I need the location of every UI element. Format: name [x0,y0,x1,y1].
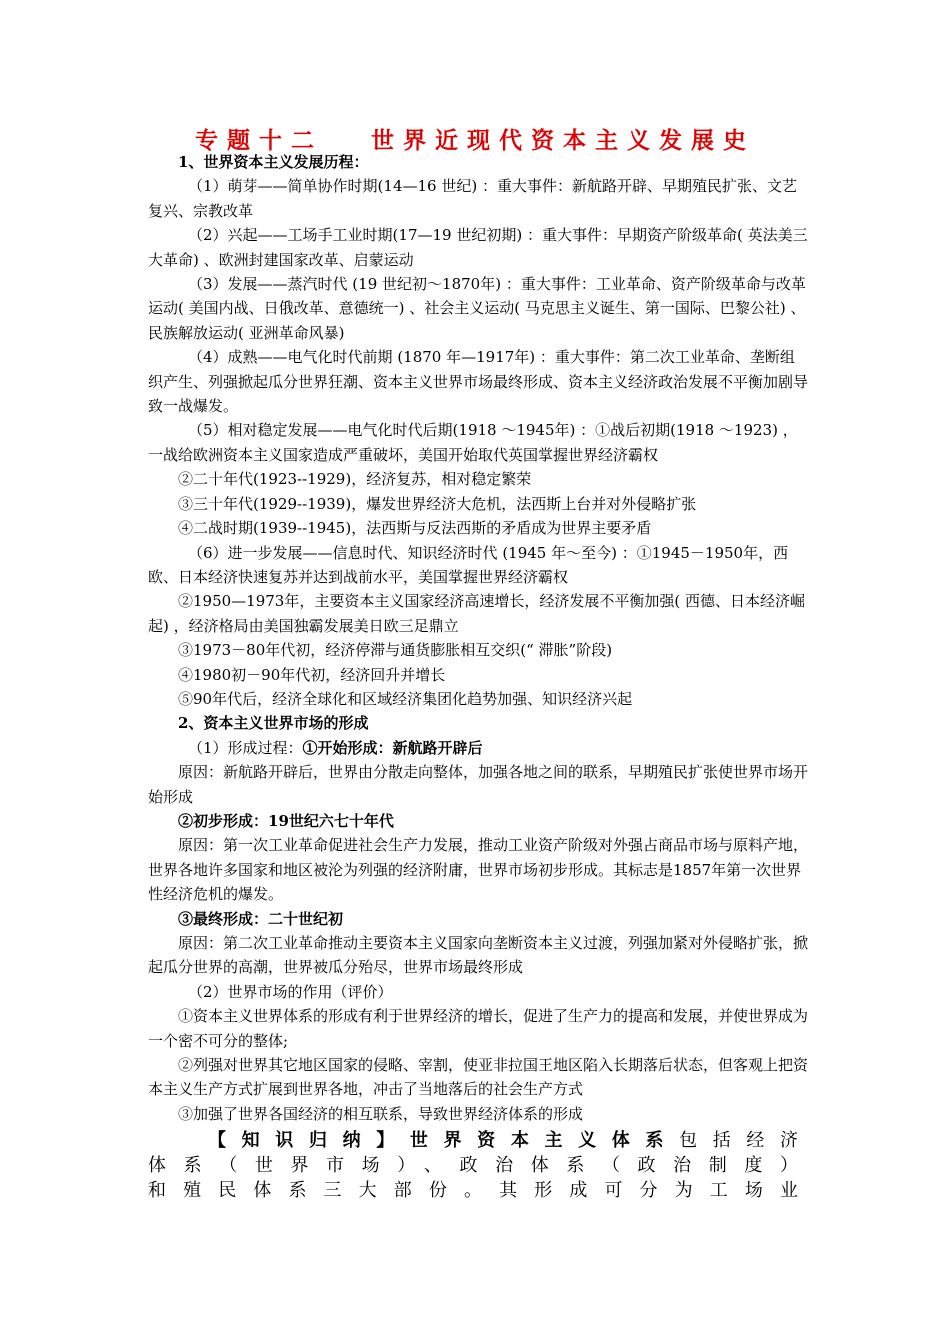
formation-initial-heading: ②初步形成：19世纪六七十年代 [178,811,394,830]
stage5-paragraph: （5）相对稳定发展——电气化时代后期(1918 ～1945年) ：①战后初期(1918 ～1923) ，一战给欧洲资本主义国家造成严重破坏，美国开始取代英国掌握世界经济霸权 [148,421,798,464]
section1-heading: 1、世界资本主义发展历程： [178,153,369,171]
knowledge-summary [148,1128,808,1203]
stage4-paragraph: （4）成熟——电气化时代前期 (1870 年—1917年) ：重大事件：第二次工业革命、垄断组织产生、列强掀起瓜分世界狂潮、资本主义世界市场最终形成、资本主义经济政治发展不平衡加剧导致一战爆发。 [148,348,809,416]
document-body [148,150,808,1203]
market-role-heading: （2）世界市场的作用（评价） [188,982,393,1001]
market-role-1: ①资本主义世界体系的形成有利于世界经济的增长，促进了生产力的提高和发展，并使世界成为一个密不可分的整体; [148,1007,809,1050]
market-role-3: ③加强了世界各国经济的相互联系，导致世界经济体系的形成 [178,1104,584,1123]
section2-heading: 2、资本主义世界市场的形成 [178,714,369,733]
stage6-item-2: ②1950—1973年，主要资本主义国家经济高速增长，经济发展不平衡加强( 西德、日本经济崛起) ，经济格局由美国独霸发展美日欧三足鼎立 [148,592,805,635]
title-topic-name: 世界近现代资本主义发展史 [371,127,755,154]
formation-final-reason: 原因：第二次工业革命推动主要资本主义国家向垄断资本主义过渡，列强加紧对外侵略扩张，掀起瓜分世界的高潮，世界被瓜分殆尽，世界市场最终形成 [148,934,809,977]
market-role-2: ②列强对世界其它地区国家的侵略、宰割，使亚非拉国王地区陷入长期落后状态，但客观上把资本主义生产方式扩展到世界各地，冲击了当地落后的社会生产方式 [148,1056,809,1099]
formation-process-label: （1）形成过程： [188,738,303,757]
stage5-item-2: ②二十年代(1923--1929)，经济复苏，相对稳定繁荣 [178,470,532,489]
stage5-item-4: ④二战时期(1939--1945)，法西斯与反法西斯的矛盾成为世界主要矛盾 [178,519,652,538]
stage3-paragraph: （3）发展——蒸汽时代 (19 世纪初～1870年) ：重大事件：工业革命、资产阶级革命与改革运动( 美国内战、日俄改革、意德统一) 、社会主义运动( 马克思主义诞生、第一国际、巴黎公社) 、民族解放运动( 亚洲革命风暴) [148,275,806,342]
formation-process [148,736,808,760]
stage6-paragraph: （6）进一步发展——信息时代、知识经济时代 (1945 年～至今) ：①1945－1950年，西欧、日本经济快速复苏并达到战前水平，美国掌握世界经济霸权 [148,543,789,586]
stage6-item-5: ⑤90年代后，经济全球化和区域经济集团化趋势加强、知识经济兴起 [178,689,633,708]
summary-line2: 体系（世界市场）、政治体系（政治制度） [148,1155,808,1177]
title-topic-number: 专题十二 [195,127,323,154]
summary-heading: 【知识归纳】世界资本主义体系 [208,1130,680,1152]
stage2-paragraph: （2）兴起——工场手工业时期(17—19 世纪初期) ：重大事件：早期资产阶级革命( 英法美三大革命) 、欧洲封建国家改革、启蒙运动 [148,226,808,269]
summary-line3: 和殖民体系三大部份。其形成可分为工场业 [148,1180,808,1202]
summary-line1-rest: 包括经济 [679,1130,809,1152]
stage6-item-3: ③1973－80年代初，经济停滞与通货膨胀相互交织(“ 滞胀”阶段) [178,641,613,660]
stage5-item-3: ③三十年代(1929--1939)，爆发世界经济大危机，法西斯上台并对外侵略扩张 [178,494,697,513]
stage6-item-4: ④1980初－90年代初，经济回升并增长 [178,665,446,684]
formation-final-heading: ③最终形成：二十世纪初 [178,909,344,928]
formation-start-reason: 原因：新航路开辟后，世界由分散走向整体，加强各地之间的联系，早期殖民扩张使世界市场开始形成 [148,763,809,806]
formation-start-heading: ①开始形成：新航路开辟后 [302,738,483,757]
formation-initial-reason: 原因：第一次工业革命促进社会生产力发展，推动工业资产阶级对外强占商品市场与原料产地，世界各地许多国家和地区被沦为列强的经济附庸，世界市场初步形成。其标志是1857年第一次世界性经济危机的爆发。 [148,836,809,904]
stage1-paragraph: （1）萌芽——简单协作时期(14—16 世纪) ：重大事件：新航路开辟、早期殖民扩张、文艺复兴、宗教改革 [148,177,797,220]
